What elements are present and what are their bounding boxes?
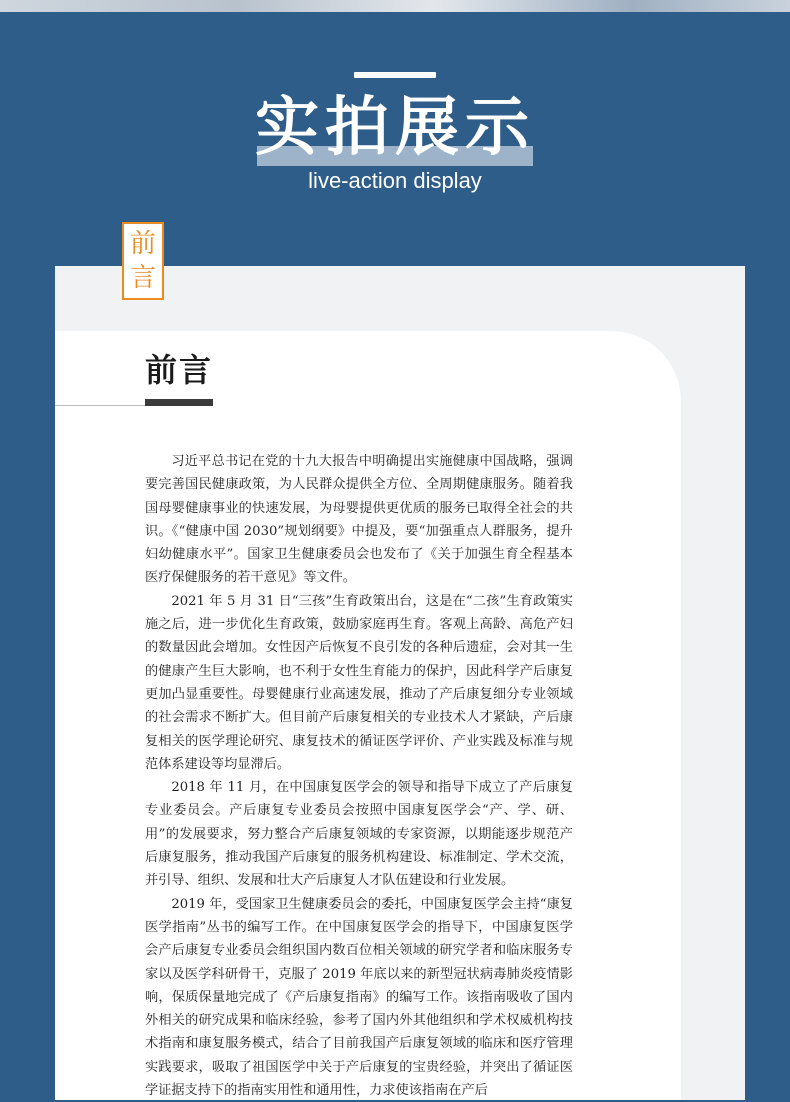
heading-underline bbox=[145, 399, 213, 406]
body-paragraph: 2021 年 5 月 31 日“三孩”生育政策出台，这是在“二孩”生育政策实施之后，进一步优化生育政策，鼓励家庭再生育。客观上高龄、高危产妇的数量因此会增加。女性因产后恢复不良引发的各种后遗症，会对其一生的健康产生巨大影响，也不利于女性生育能力的保护，因此科学产后康复更加凸显重要性。母婴健康行业高速发展，推动了产后康复细分专业领域的社会需求不断扩大。但目前产后康复相关的专业技术人才紧缺，产后康复相关的医学理论研究、康复技术的循证医学评价、产业实践及标准与规范体系建设等均显滞后。 bbox=[145, 593, 573, 772]
section-tag bbox=[122, 222, 164, 300]
section-tag-char: 前 bbox=[129, 229, 156, 259]
header-accent-bar bbox=[354, 72, 436, 78]
body-paragraph: 2019 年，受国家卫生健康委员会的委托，中国康复医学会主持“康复医学指南”丛书的编写工作。在中国康复医学会的指导下，中国康复医学会产后康复专业委员会组织国内数百位相关领域的研究学者和临床服务专家以及医学科研骨干，克服了 2019 年底以来的新型冠状病毒肺炎疫情影响，保质保量地完成了《产后康复指南》的编写工作。该指南吸收了国内外相关的研究成果和临床经验，参考了国内外其他组织和学术权威机构技术指南和康复服务模式，结合了目前我国产后康复领域的临床和医疗管理实践要求，吸取了祖国医学中关于产后康复的宝贵经验，并突出了循证医学证据支持下的指南实用性和通用性，力求使该指南在产后 bbox=[145, 896, 573, 1099]
page-subtitle: live-action display bbox=[308, 168, 482, 193]
page-title: 实拍展示 bbox=[255, 91, 535, 165]
body-paragraph: 习近平总书记在党的十九大报告中明确提出实施健康中国战略，强调要完善国民健康政策，为人民群众提供全方位、全周期健康服务。随着我国母婴健康事业的快速发展，为母婴提供更优质的服务已取得全社会的共识。《“健康中国 2030”规划纲要》中提及，要“加强重点人群服务，提升妇幼健康水平”。国家卫生健康委员会也发布了《关于加强生育全程基本医疗保健服务的若干意见》等文件。 bbox=[145, 454, 573, 586]
section-tag-char: 言 bbox=[129, 263, 156, 293]
top-decor-strip bbox=[0, 0, 790, 12]
title-block bbox=[0, 88, 790, 168]
body-paragraph: 2018 年 11 月，在中国康复医学会的领导和指导下成立了产后康复专业委员会。产后康复专业委员会按照中国康复医学会“产、学、研、用”的发展要求，努力整合产后康复领域的专家资源，以期能逐步规范产后康复服务，推动我国产后康复的服务机构建设、标准制定、学术交流，并引导、组织、发展和壮大产后康复人才队伍建设和行业发展。 bbox=[145, 780, 573, 889]
document-heading: 前言 bbox=[145, 351, 214, 389]
document-body bbox=[145, 450, 573, 1102]
